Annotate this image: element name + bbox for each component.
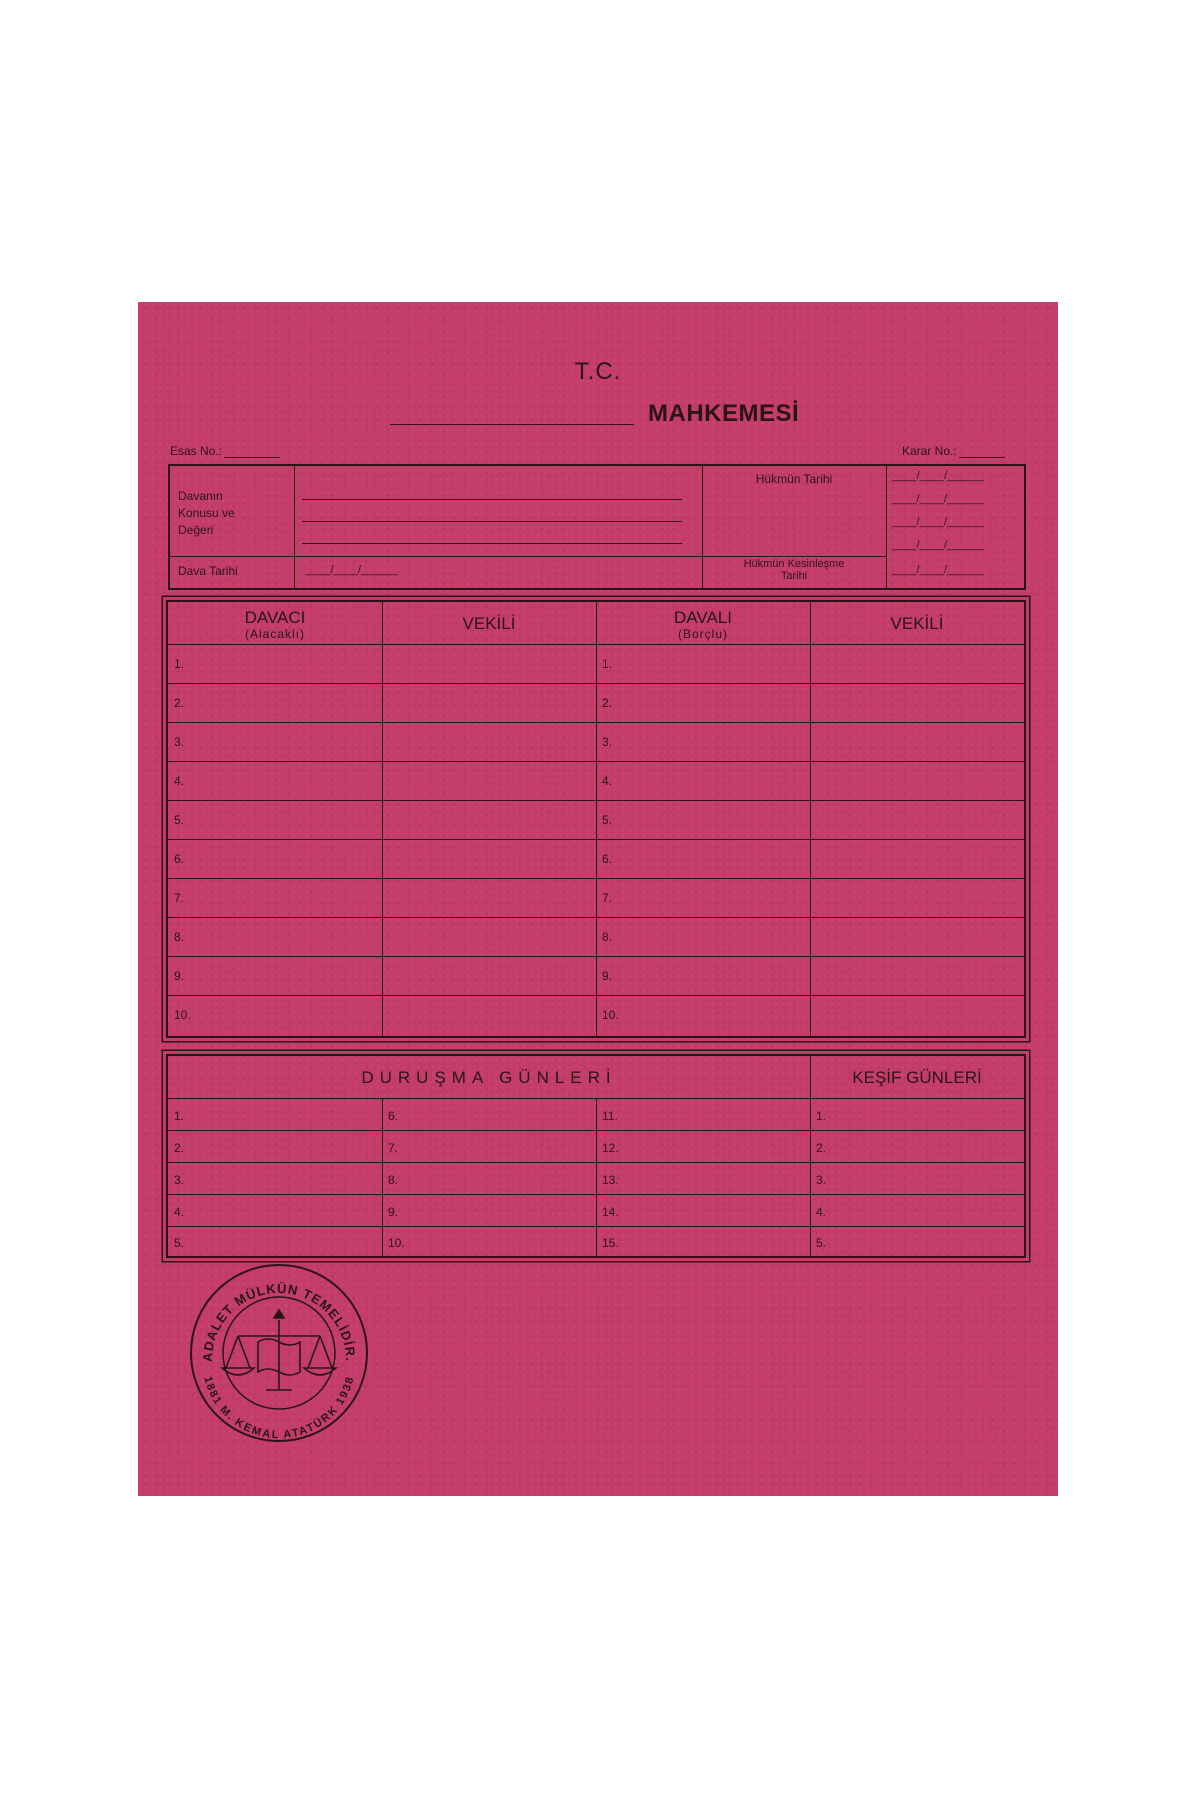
davali-row-number: 6. xyxy=(602,852,613,866)
hukmun-kesinlesme-line: Tarihi xyxy=(780,570,808,582)
durusma-number: 15. xyxy=(602,1236,619,1250)
parties-table xyxy=(166,600,1026,1038)
subject-label-line: Konusu ve xyxy=(178,506,235,520)
divider xyxy=(168,644,1024,645)
col-header-title: DAVALI xyxy=(674,608,732,627)
divider xyxy=(382,1098,383,1256)
davali-row-number: 2. xyxy=(602,696,613,710)
durusma-number: 13. xyxy=(602,1173,619,1187)
tc-heading: T.C. xyxy=(574,358,622,385)
davaci-row-number: 1. xyxy=(174,657,185,671)
divider xyxy=(168,878,1024,879)
divider xyxy=(168,917,1024,918)
davaci-row-number: 9. xyxy=(174,969,185,983)
davaci-row-number: 5. xyxy=(174,813,185,827)
court-name-blank-line xyxy=(390,424,634,425)
col-header-title: VEKİLİ xyxy=(462,614,516,633)
divider xyxy=(168,1130,1024,1131)
seal-top-text: ADALET MÜLKÜN TEMELİDİR. xyxy=(199,1280,359,1363)
case-info-box xyxy=(168,464,1026,590)
davali-row-number: 8. xyxy=(602,930,613,944)
subject-label-line: Değeri xyxy=(178,523,214,537)
durusma-number: 2. xyxy=(174,1141,185,1155)
divider xyxy=(168,956,1024,957)
col-header-vekili-1 xyxy=(382,616,596,632)
davaci-row-number: 2. xyxy=(174,696,185,710)
hukmun-kesinlesme-line: Hükmün Kesinleşme xyxy=(743,558,845,570)
durusma-number: 3. xyxy=(174,1173,185,1187)
davaci-row-number: 6. xyxy=(174,852,185,866)
kesif-number: 3. xyxy=(816,1173,827,1187)
divider xyxy=(168,800,1024,801)
davali-row-number: 5. xyxy=(602,813,613,827)
karar-no-label: Karar No.: xyxy=(902,444,957,458)
durusma-number: 14. xyxy=(602,1205,619,1219)
scales-of-justice-icon xyxy=(222,1310,336,1390)
subject-fill-line xyxy=(302,543,682,544)
date-slot: ____/____/______ xyxy=(892,470,984,482)
col-header-davali xyxy=(596,610,810,642)
hearings-table xyxy=(166,1054,1026,1258)
divider xyxy=(168,995,1024,996)
kesif-number: 4. xyxy=(816,1205,827,1219)
kesif-number: 2. xyxy=(816,1141,827,1155)
divider xyxy=(886,466,887,588)
divider xyxy=(168,1226,1024,1227)
esas-no-blank xyxy=(224,457,280,458)
subject-fill-line xyxy=(302,521,682,522)
seal-bottom-text: 1881 M. KEMAL ATATÜRK 1938 xyxy=(201,1375,357,1442)
durusma-number: 5. xyxy=(174,1236,185,1250)
date-slot: ____/____/______ xyxy=(892,539,984,551)
kesif-number: 5. xyxy=(816,1236,827,1250)
kesif-gunleri-title: KEŞİF GÜNLERİ xyxy=(852,1068,982,1087)
hukmun-kesinlesme-label xyxy=(702,558,886,582)
davaci-row-number: 7. xyxy=(174,891,185,905)
durusma-number: 6. xyxy=(388,1109,399,1123)
davaci-row-number: 3. xyxy=(174,735,185,749)
date-slot: ____/____/______ xyxy=(892,516,984,528)
davaci-row-number: 10. xyxy=(174,1008,191,1022)
divider xyxy=(168,1194,1024,1195)
subject-fill-line xyxy=(302,499,682,500)
durusma-number: 4. xyxy=(174,1205,185,1219)
subject-label-line: Davanın xyxy=(178,489,223,503)
karar-no-field xyxy=(902,444,1005,458)
davali-row-number: 4. xyxy=(602,774,613,788)
esas-no-label: Esas No.: xyxy=(170,444,223,458)
divider xyxy=(168,683,1024,684)
davali-row-number: 1. xyxy=(602,657,613,671)
col-header-sub: (Alacaklı) xyxy=(244,627,305,641)
col-header-vekili-2 xyxy=(810,616,1024,632)
davali-row-number: 9. xyxy=(602,969,613,983)
court-title: MAHKEMESİ xyxy=(648,400,800,427)
divider xyxy=(168,722,1024,723)
dava-tarihi-value: ____/____/______ xyxy=(306,564,398,576)
divider xyxy=(596,1098,597,1256)
davali-row-number: 10. xyxy=(602,1008,619,1022)
durusma-number: 12. xyxy=(602,1141,619,1155)
divider xyxy=(596,602,597,1036)
dava-tarihi-label: Dava Tarihi xyxy=(178,564,238,578)
davali-row-number: 7. xyxy=(602,891,613,905)
col-header-title: DAVACI xyxy=(244,608,306,627)
date-slot: ____/____/______ xyxy=(892,564,984,576)
divider xyxy=(382,602,383,1036)
col-header-title: VEKİLİ xyxy=(890,614,944,633)
durusma-number: 10. xyxy=(388,1236,405,1250)
divider xyxy=(702,556,886,557)
kesif-number: 1. xyxy=(816,1109,827,1123)
davaci-row-number: 4. xyxy=(174,774,185,788)
davaci-row-number: 8. xyxy=(174,930,185,944)
divider xyxy=(168,761,1024,762)
divider xyxy=(810,602,811,1036)
karar-no-blank xyxy=(959,457,1005,458)
durusma-number: 11. xyxy=(602,1109,618,1123)
durusma-number: 8. xyxy=(388,1173,399,1187)
divider xyxy=(168,1098,1024,1099)
durusma-gunleri-title: DURUŞMA GÜNLERİ xyxy=(361,1068,617,1087)
durusma-number: 7. xyxy=(388,1141,399,1155)
esas-no-field xyxy=(170,444,280,458)
col-header-davaci xyxy=(168,610,382,642)
divider xyxy=(294,466,295,588)
date-slot: ____/____/______ xyxy=(892,493,984,505)
durusma-number: 1. xyxy=(174,1109,185,1123)
col-header-sub: (Borçlu) xyxy=(677,627,728,641)
davali-row-number: 3. xyxy=(602,735,613,749)
file-cover-sheet xyxy=(138,302,1058,1496)
divider xyxy=(168,1162,1024,1163)
divider xyxy=(170,556,702,557)
hukmun-tarihi-label: Hükmün Tarihi xyxy=(755,472,833,486)
subject-label xyxy=(178,488,235,539)
justice-seal-icon xyxy=(188,1262,370,1444)
durusma-number: 9. xyxy=(388,1205,399,1219)
divider xyxy=(168,839,1024,840)
